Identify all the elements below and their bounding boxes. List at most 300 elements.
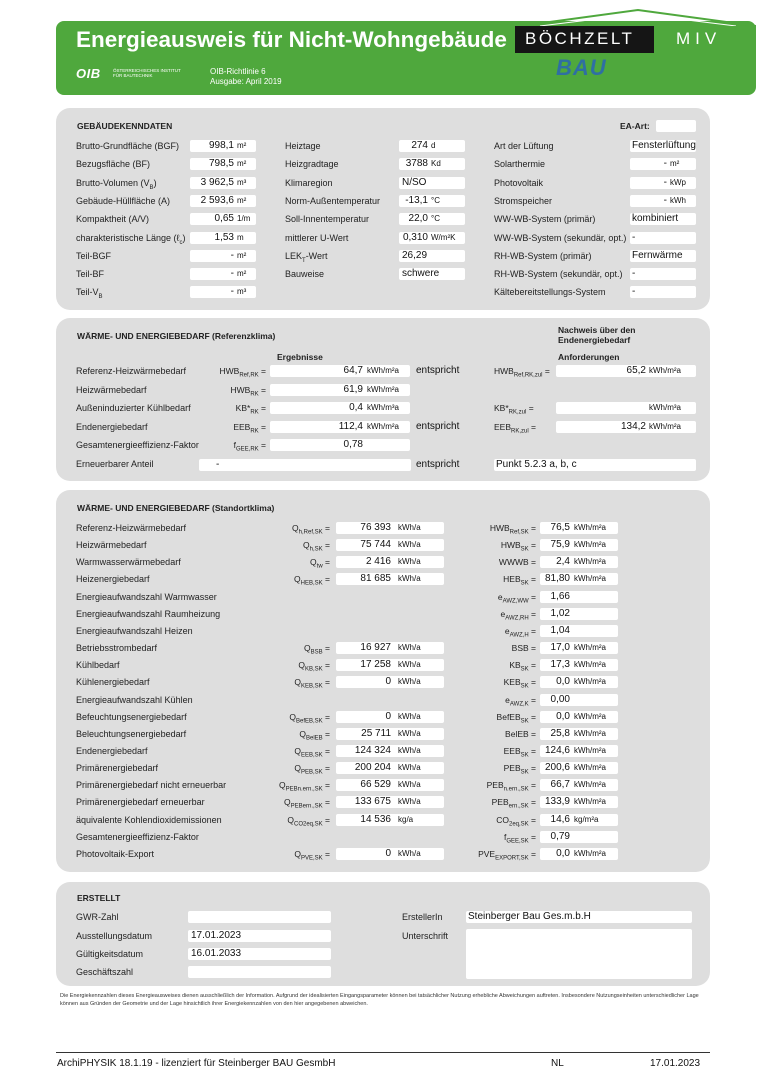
s-text: e	[500, 608, 506, 619]
standort-q-symbol: $Q_{EEB,SK}$ =	[294, 745, 330, 759]
gebaeude-label-sub: B	[149, 184, 154, 191]
standort-label: Primärenergiebedarf erneuerbar	[76, 797, 205, 808]
standort-s-unit: kWh/m²a	[574, 848, 606, 858]
system-value: -	[632, 231, 636, 243]
klima-label	[285, 196, 380, 209]
standort-s-symbol: BSB =	[511, 643, 536, 654]
standort-s-value: 0,0	[556, 710, 570, 722]
klima-value: schwere	[402, 268, 440, 280]
ref-symbol-sub: RK	[250, 428, 259, 435]
standort-q-unit: kWh/a	[398, 643, 421, 653]
system-value: Fernwärme	[632, 249, 683, 261]
erneuerbar-status: entspricht	[416, 459, 460, 470]
standort-label: Energieaufwandszahl Raumheizung	[76, 608, 221, 619]
standort-label: Primärenergiebedarf	[76, 763, 159, 774]
ref-unit: kWh/m²a	[367, 421, 399, 431]
footer-software: ArchiPHYSIK 18.1.19 - lizenziert für Steinberger BAU GesmbH	[57, 1058, 336, 1069]
standort-q-unit: kWh/a	[398, 660, 421, 670]
standort-s-value: 2,4	[556, 556, 570, 568]
panel-gebaeudekenndaten	[56, 108, 710, 310]
standort-s-value: 200,6	[544, 762, 570, 774]
standort-s-symbol: $e_{AWZ,RH}$ =	[500, 608, 536, 622]
standort-s-symbol: $e_{AWZ,H}$ =	[504, 625, 536, 639]
section-title: WÄRME- UND ENERGIEBEDARF (Referenzklima)	[77, 331, 276, 341]
standort-q-symbol: $Q_{h,Ref,SK}$ =	[292, 523, 330, 536]
footer-region: NL	[551, 1058, 564, 1069]
standort-q-symbol: $Q_{KEB,SK}$ =	[294, 677, 330, 691]
standort-s-value: 17,0	[550, 642, 570, 654]
klima-label-text: mittlerer U-Wert	[285, 232, 349, 243]
gebaeude-label-text: charakteristische Länge (ℓ	[76, 232, 180, 243]
standort-s-value: 0,0	[556, 847, 570, 859]
gebaeude-label	[76, 233, 185, 246]
klima-unit: W/m²K	[431, 232, 456, 242]
q-sub: PEBern.,SK	[290, 804, 323, 811]
q-sub: PEB,SK	[300, 769, 323, 776]
gebaeude-unit: 1/m	[237, 214, 251, 224]
standort-q-value: 16 927	[360, 642, 391, 654]
req-symbol-sub: RK,zul	[508, 409, 527, 416]
req-symbol-text: EEB	[494, 421, 512, 432]
s-sub: SK	[520, 718, 529, 725]
standort-s-symbol: $PEB_{SK}$ =	[503, 763, 536, 776]
gebaeude-unit: m²	[237, 159, 247, 169]
gebaeude-value: 1,53	[214, 231, 234, 243]
standort-s-unit: kWh/m²a	[574, 557, 606, 567]
gwr-label: GWR-Zahl	[76, 912, 119, 922]
standort-q-symbol: $Q_{PVE,SK}$ =	[294, 848, 330, 862]
ref-symbol-text: f	[233, 440, 236, 450]
q-sub: EEB,SK	[300, 752, 323, 759]
gebaeude-label-close: )	[153, 177, 157, 188]
s-sub: EXPORT,SK	[495, 855, 529, 862]
system-unit: m²	[670, 159, 680, 169]
s-sub: SK	[520, 546, 529, 553]
s-text: PEB	[486, 780, 504, 791]
standort-s-unit: kWh/m²a	[574, 745, 606, 755]
system-value: -	[632, 286, 636, 298]
standort-q-symbol: $Q_{KB,SK}$ =	[298, 660, 330, 673]
standort-q-value: 81 685	[360, 573, 391, 585]
klima-value: 22,0	[408, 213, 428, 225]
gebaeude-label-text: Teil-BGF	[76, 250, 112, 261]
q-sub: BSB	[310, 649, 323, 656]
oib-logo-subtitle: ÖSTERREICHISCHES INSTITUT FÜR BAUTECHNIK	[113, 68, 181, 78]
erneuerbar-anforderung: Punkt 5.2.3 a, b, c	[496, 459, 577, 470]
standort-q-unit: kWh/a	[398, 557, 421, 567]
s-text: BSB	[511, 643, 529, 654]
s-text: BefEB	[496, 711, 521, 722]
nachweis-heading	[558, 325, 635, 345]
klima-unit: °C	[431, 214, 440, 224]
klima-label-close: -Wert	[305, 250, 328, 261]
system-label: Photovoltaik	[494, 177, 544, 188]
standort-q-value: 0	[385, 847, 391, 859]
ref-value: 0,78	[343, 439, 363, 450]
standort-label: Kühlenergiebedarf	[76, 677, 150, 688]
q-text: Q	[294, 848, 301, 859]
ref-field[interactable]	[270, 439, 410, 451]
klima-value: -13,1	[405, 194, 428, 206]
gebaeude-label-text: Gebäude-Hüllfläche (A)	[76, 195, 171, 206]
klima-label-sub: T	[302, 257, 306, 264]
ref-symbol-sub: RK	[250, 391, 259, 398]
standort-label: Energieaufwandszahl Kühlen	[76, 694, 193, 705]
gebaeude-value: -	[230, 286, 234, 298]
q-sub: tw	[316, 563, 323, 570]
q-text: Q	[284, 797, 291, 808]
system-field[interactable]	[630, 286, 696, 298]
standort-q-unit: kWh/a	[398, 728, 421, 738]
nachweis-line1: Nachweis über den	[558, 325, 636, 335]
system-label: RH-WB-System (primär)	[494, 250, 592, 261]
ref-value: 112,4	[338, 420, 363, 432]
standort-s-symbol: $HWB_{Ref,SK}$ =	[489, 523, 536, 536]
ref-value: 61,9	[343, 383, 363, 395]
s-text: KB	[509, 660, 521, 671]
system-value: -	[663, 176, 667, 188]
standort-s-symbol: WWWB =	[498, 557, 536, 568]
standort-s-value: 75,9	[550, 539, 570, 551]
klima-label	[285, 233, 348, 246]
standort-s-unit: kWh/m²a	[574, 643, 606, 653]
q-sub: CO2eq,SK	[293, 821, 323, 828]
standort-q-unit: kWh/a	[398, 848, 421, 858]
standort-q-value: 76 393	[360, 522, 391, 533]
panel-referenzklima	[56, 318, 710, 481]
req-unit: kWh/m³a	[649, 403, 681, 412]
system-field[interactable]	[630, 268, 696, 280]
gebaeude-value: -	[230, 268, 234, 280]
s-text: e	[505, 694, 510, 705]
ref-status: entspricht	[416, 420, 460, 432]
standort-s-value: 124,6	[544, 744, 570, 756]
gebaeude-label	[76, 251, 111, 264]
s-text: PVE	[478, 848, 496, 859]
document-title: Energieausweis für Nicht-Wohngebäude	[76, 27, 507, 52]
system-value: kombiniert	[632, 213, 679, 225]
standort-s-unit: kWh/m²a	[574, 660, 606, 670]
q-sub: h,SK	[309, 546, 323, 553]
q-sub: HEB,SK	[300, 581, 323, 588]
q-text: Q	[304, 643, 311, 654]
s-text: EEB	[503, 745, 521, 756]
s-text: HWB	[500, 540, 521, 551]
standort-s-unit: kWh/m²a	[574, 711, 606, 721]
standort-label: Photovoltaik-Export	[76, 848, 155, 859]
standort-q-value: 124 324	[354, 744, 391, 756]
standort-q-value: 0	[385, 710, 391, 722]
standort-s-unit: kWh/m²a	[574, 523, 606, 532]
system-label: Art der Lüftung	[494, 141, 554, 151]
standort-s-value: 1,66	[550, 590, 570, 602]
standort-s-symbol: $PVE_{EXPORT,SK}$ =	[478, 848, 536, 862]
klima-unit: d	[431, 141, 436, 150]
system-value: -	[663, 158, 667, 170]
s-sub: AWZ,K	[509, 701, 529, 708]
ref-unit: kWh/m³a	[367, 403, 399, 412]
section-title: ERSTELLT	[77, 893, 121, 903]
standort-label: Referenz-Heizwärmebedarf	[76, 523, 187, 533]
s-sub: SK	[520, 769, 529, 776]
standort-q-value: 17 258	[360, 659, 391, 671]
ref-symbol-sub: GEE,RK	[235, 446, 259, 453]
gebaeude-value: 3 962,5	[200, 176, 234, 188]
s-sub: AWZ,H	[509, 632, 529, 639]
standort-s-symbol: $HWB_{SK}$ =	[500, 540, 536, 553]
s-text: PEB	[491, 797, 509, 808]
req-symbol: $EEB_{RK,zul}$ =	[494, 421, 537, 435]
standort-q-value: 0	[385, 676, 391, 688]
q-sub: KB,SK	[304, 666, 323, 673]
system-value: -	[632, 268, 636, 280]
q-text: Q	[294, 745, 301, 756]
standort-s-symbol: $KB_{SK}$ =	[509, 660, 536, 673]
gebaeude-value: 798,5	[208, 158, 234, 170]
q-text: Q	[298, 660, 305, 671]
company-logo-bau: BAU	[556, 55, 607, 80]
ref-label: Referenz-Heizwärmebedarf	[76, 366, 187, 376]
klima-label-text: Heizgradtage	[285, 159, 339, 170]
standort-label: Kühlbedarf	[76, 660, 120, 671]
standort-q-unit: kWh/a	[398, 677, 421, 687]
q-sub: h,Ref,SK	[298, 529, 323, 536]
gebaeude-label	[76, 196, 170, 209]
standort-q-unit: kWh/a	[398, 540, 421, 550]
klima-label-text: Klimaregion	[285, 177, 333, 188]
standort-q-unit: kWh/a	[398, 574, 421, 584]
footer-date: 17.01.2023	[650, 1058, 701, 1069]
ref-symbol-sub: Ref,RK	[239, 372, 259, 379]
standort-s-value: 25,8	[550, 727, 570, 739]
s-sub: SK	[520, 581, 529, 588]
standort-q-unit: kWh/a	[398, 745, 421, 755]
standort-q-unit: kWh/a	[398, 523, 421, 532]
q-text: Q	[299, 728, 306, 739]
system-label: Stromspeicher	[494, 195, 553, 206]
standort-s-symbol: $KEB_{SK}$ =	[503, 677, 536, 691]
q-text: Q	[303, 540, 310, 551]
gebaeude-value: 998,1	[208, 140, 234, 151]
standort-q-unit: kg/a	[398, 814, 414, 824]
q-text: Q	[294, 574, 301, 585]
gwr-field[interactable]	[188, 911, 331, 923]
klima-label	[285, 269, 324, 282]
s-text: HEB	[503, 574, 521, 585]
system-unit: kWh	[670, 195, 686, 205]
standort-s-symbol: $HEB_{SK}$ =	[503, 574, 536, 588]
gebaeude-unit: m²	[237, 195, 247, 205]
q-sub: PEBn.ern.,SK	[285, 786, 323, 793]
nachweis-line2: Endenergiebedarf	[558, 335, 631, 345]
standort-s-value: 17,3	[550, 659, 570, 671]
klima-unit: °C	[431, 195, 440, 205]
company-logo-left: BÖCHZELT	[515, 26, 654, 53]
erneuerbar-field[interactable]	[199, 459, 411, 471]
section-title: GEBÄUDEKENNDATEN	[77, 121, 173, 131]
standort-q-unit: kWh/a	[398, 763, 421, 773]
system-label: Kältebereitstellungs-System	[494, 287, 606, 298]
standort-s-value: 0,0	[556, 676, 570, 688]
standort-q-symbol: $Q_{BefEB,SK}$ =	[289, 711, 330, 725]
ref-label: Außeninduzierter Kühlbedarf	[76, 403, 191, 413]
unterschrift-field[interactable]	[466, 929, 692, 979]
gebaeude-value: 0,65	[214, 213, 234, 225]
erneuerbar-label: Erneuerbarer Anteil	[76, 459, 154, 469]
gebaeude-label-text: Brutto-Grundfläche (BGF)	[76, 141, 180, 151]
req-symbol-sub: Ref,RK,zul	[513, 372, 543, 379]
ref-symbol: $EEB_{RK}$ =	[233, 421, 266, 435]
standort-label: Heizwärmebedarf	[76, 540, 147, 551]
system-label: RH-WB-System (sekundär, opt.)	[494, 269, 623, 280]
system-unit: kWp	[670, 177, 686, 187]
req-symbol: $HWB_{Ref,RK,zul}$ =	[494, 366, 550, 379]
s-text: HWB	[489, 523, 510, 533]
s-text: PEB	[503, 763, 521, 774]
standort-s-unit: kWh/m²a	[574, 780, 606, 790]
standort-s-unit: kWh/m²a	[574, 574, 606, 584]
standort-label: Energieaufwandszahl Warmwasser	[76, 591, 217, 602]
panel-erstellt	[56, 882, 710, 986]
q-sub: BefEB,SK	[295, 718, 323, 725]
klima-label-text: Norm-Außentemperatur	[285, 195, 381, 206]
standort-s-value: 81,80	[544, 573, 570, 585]
s-sub: SK	[520, 684, 529, 691]
klima-value: 3788	[405, 158, 428, 170]
unterschrift-label: Unterschrift	[402, 931, 449, 941]
klima-label	[285, 159, 339, 172]
system-label: WW-WB-System (sekundär, opt.)	[494, 232, 627, 243]
ref-symbol: $KB*_{RK}$ =	[235, 403, 266, 416]
klima-label-text: Bauweise	[285, 269, 325, 280]
ref-symbol-text: KB*	[235, 403, 251, 413]
s-sub: AWZ,WW	[502, 598, 529, 605]
company-logo-right: MIV	[656, 26, 756, 53]
standort-s-symbol: $PEB_{n.ern.,SK}$ =	[486, 780, 536, 793]
ea-art-field[interactable]	[656, 120, 696, 132]
ausstellung-label: Ausstellungsdatum	[76, 931, 153, 941]
klima-unit: Kd	[431, 159, 441, 169]
standort-s-symbol: $PEB_{ern.,SK}$ =	[491, 797, 536, 811]
q-text: Q	[292, 523, 299, 533]
gebaeude-unit: m³	[237, 287, 247, 297]
system-field[interactable]	[630, 232, 696, 244]
ergebnisse-heading: Ergebnisse	[277, 352, 323, 362]
s-sub: AWZ,RH	[505, 615, 529, 622]
gebaeude-label	[76, 269, 104, 282]
richtlinie-info	[210, 67, 282, 87]
panel-standortklima	[56, 490, 710, 872]
klima-label	[285, 178, 333, 191]
system-label: WW-WB-System (primär)	[494, 214, 596, 225]
standort-q-unit: kWh/a	[398, 797, 421, 807]
standort-label: Primärenergiebedarf nicht erneuerbar	[76, 780, 227, 791]
standort-s-value: 1,02	[550, 607, 570, 619]
standort-s-symbol: $e_{AWZ,WW}$ =	[497, 591, 536, 605]
ref-unit: kWh/m²a	[367, 384, 399, 394]
gebaeude-label-text: Teil-BF	[76, 269, 105, 280]
req-symbol-text: KB*	[494, 403, 509, 413]
system-label: Solarthermie	[494, 159, 546, 170]
klima-value: N/SO	[402, 176, 427, 188]
gebaeude-label	[76, 214, 149, 227]
klima-value: 0,310	[402, 231, 428, 243]
gebaeude-label	[76, 159, 150, 172]
section-title: WÄRME- UND ENERGIEBEDARF (Standortklima)	[77, 503, 275, 513]
gebaeude-value: 2 593,6	[200, 194, 234, 206]
ref-unit: kWh/m²a	[367, 366, 399, 375]
standort-s-value: 66,7	[550, 779, 570, 791]
geschaeftszahl-field[interactable]	[188, 966, 331, 978]
standort-q-symbol: $Q_{HEB,SK}$ =	[294, 574, 330, 588]
q-text: Q	[310, 557, 317, 568]
standort-s-symbol: $e_{AWZ,K}$ =	[505, 694, 536, 708]
standort-s-unit: kWh/m²a	[574, 797, 606, 807]
standort-s-value: 14,6	[550, 813, 570, 825]
gebaeude-value: -	[230, 249, 234, 261]
standort-q-symbol: $Q_{PEBn.ern.,SK}$ =	[279, 780, 330, 793]
ref-label: Gesamtenergieeffizienz-Faktor	[76, 440, 199, 450]
ref-value: 64,7	[343, 365, 363, 376]
ref-value: 0,4	[349, 402, 363, 413]
ausgabe: Ausgabe: April 2019	[210, 77, 282, 86]
standort-q-symbol: $Q_{PEBern.,SK}$ =	[284, 797, 330, 811]
q-text: Q	[294, 677, 301, 688]
ausstellung-value: 17.01.2023	[191, 930, 242, 941]
s-text: WWWB	[498, 557, 529, 568]
q-text: Q	[294, 763, 301, 774]
klima-label	[285, 141, 321, 154]
s-text: CO	[496, 814, 509, 825]
company-logo-roof	[520, 8, 756, 28]
geschaeftszahl-label: Geschäftszahl	[76, 967, 134, 977]
gebaeude-label	[76, 287, 103, 300]
gueltigkeit-value: 16.01.2033	[191, 948, 242, 959]
s-sub: ern.,SK	[508, 804, 529, 811]
oib-logo: OIB	[76, 66, 101, 81]
standort-label: Warmwasserwärmebedarf	[76, 557, 181, 568]
req-value: 65,2	[626, 365, 646, 376]
standort-s-value: 0,79	[550, 830, 570, 842]
standort-q-unit: kWh/a	[398, 711, 421, 721]
standort-label: Befeuchtungsenergiebedarf	[76, 711, 187, 722]
q-sub: PVE,SK	[300, 855, 323, 862]
q-sub: KEB,SK	[300, 684, 323, 691]
standort-s-symbol: $EEB_{SK}$ =	[503, 745, 536, 759]
standort-q-symbol: $Q_{PEB,SK}$ =	[294, 763, 330, 776]
standort-s-unit: kWh/m²a	[574, 763, 606, 773]
gebaeude-unit: m²	[237, 141, 247, 150]
gueltigkeit-label: Gültigkeitsdatum	[76, 949, 144, 959]
standort-q-value: 200 204	[354, 762, 391, 774]
gebaeude-unit: m²	[237, 269, 247, 279]
q-sub: BelEB	[305, 735, 323, 742]
standort-q-value: 75 744	[360, 539, 391, 551]
s-text: f	[503, 831, 507, 842]
standort-label: Gesamtenergieeffizienz-Faktor	[76, 831, 199, 842]
klima-label-text: Soll-Innentemperatur	[285, 214, 370, 225]
klima-value: 26,29	[402, 249, 428, 261]
footer-divider	[56, 1052, 710, 1053]
klima-label-text: LEK	[285, 250, 303, 261]
s-sub: Ref,SK	[509, 529, 529, 536]
standort-s-unit: kWh/m²a	[574, 677, 606, 687]
s-text: e	[497, 591, 503, 602]
standort-s-symbol: $CO_{2eq,SK}$ =	[496, 814, 536, 828]
standort-s-symbol: $f_{GEE,SK}$ =	[503, 831, 536, 845]
ref-symbol: $f_{GEE,RK}$ =	[233, 440, 266, 453]
klima-value: 274	[411, 140, 428, 151]
